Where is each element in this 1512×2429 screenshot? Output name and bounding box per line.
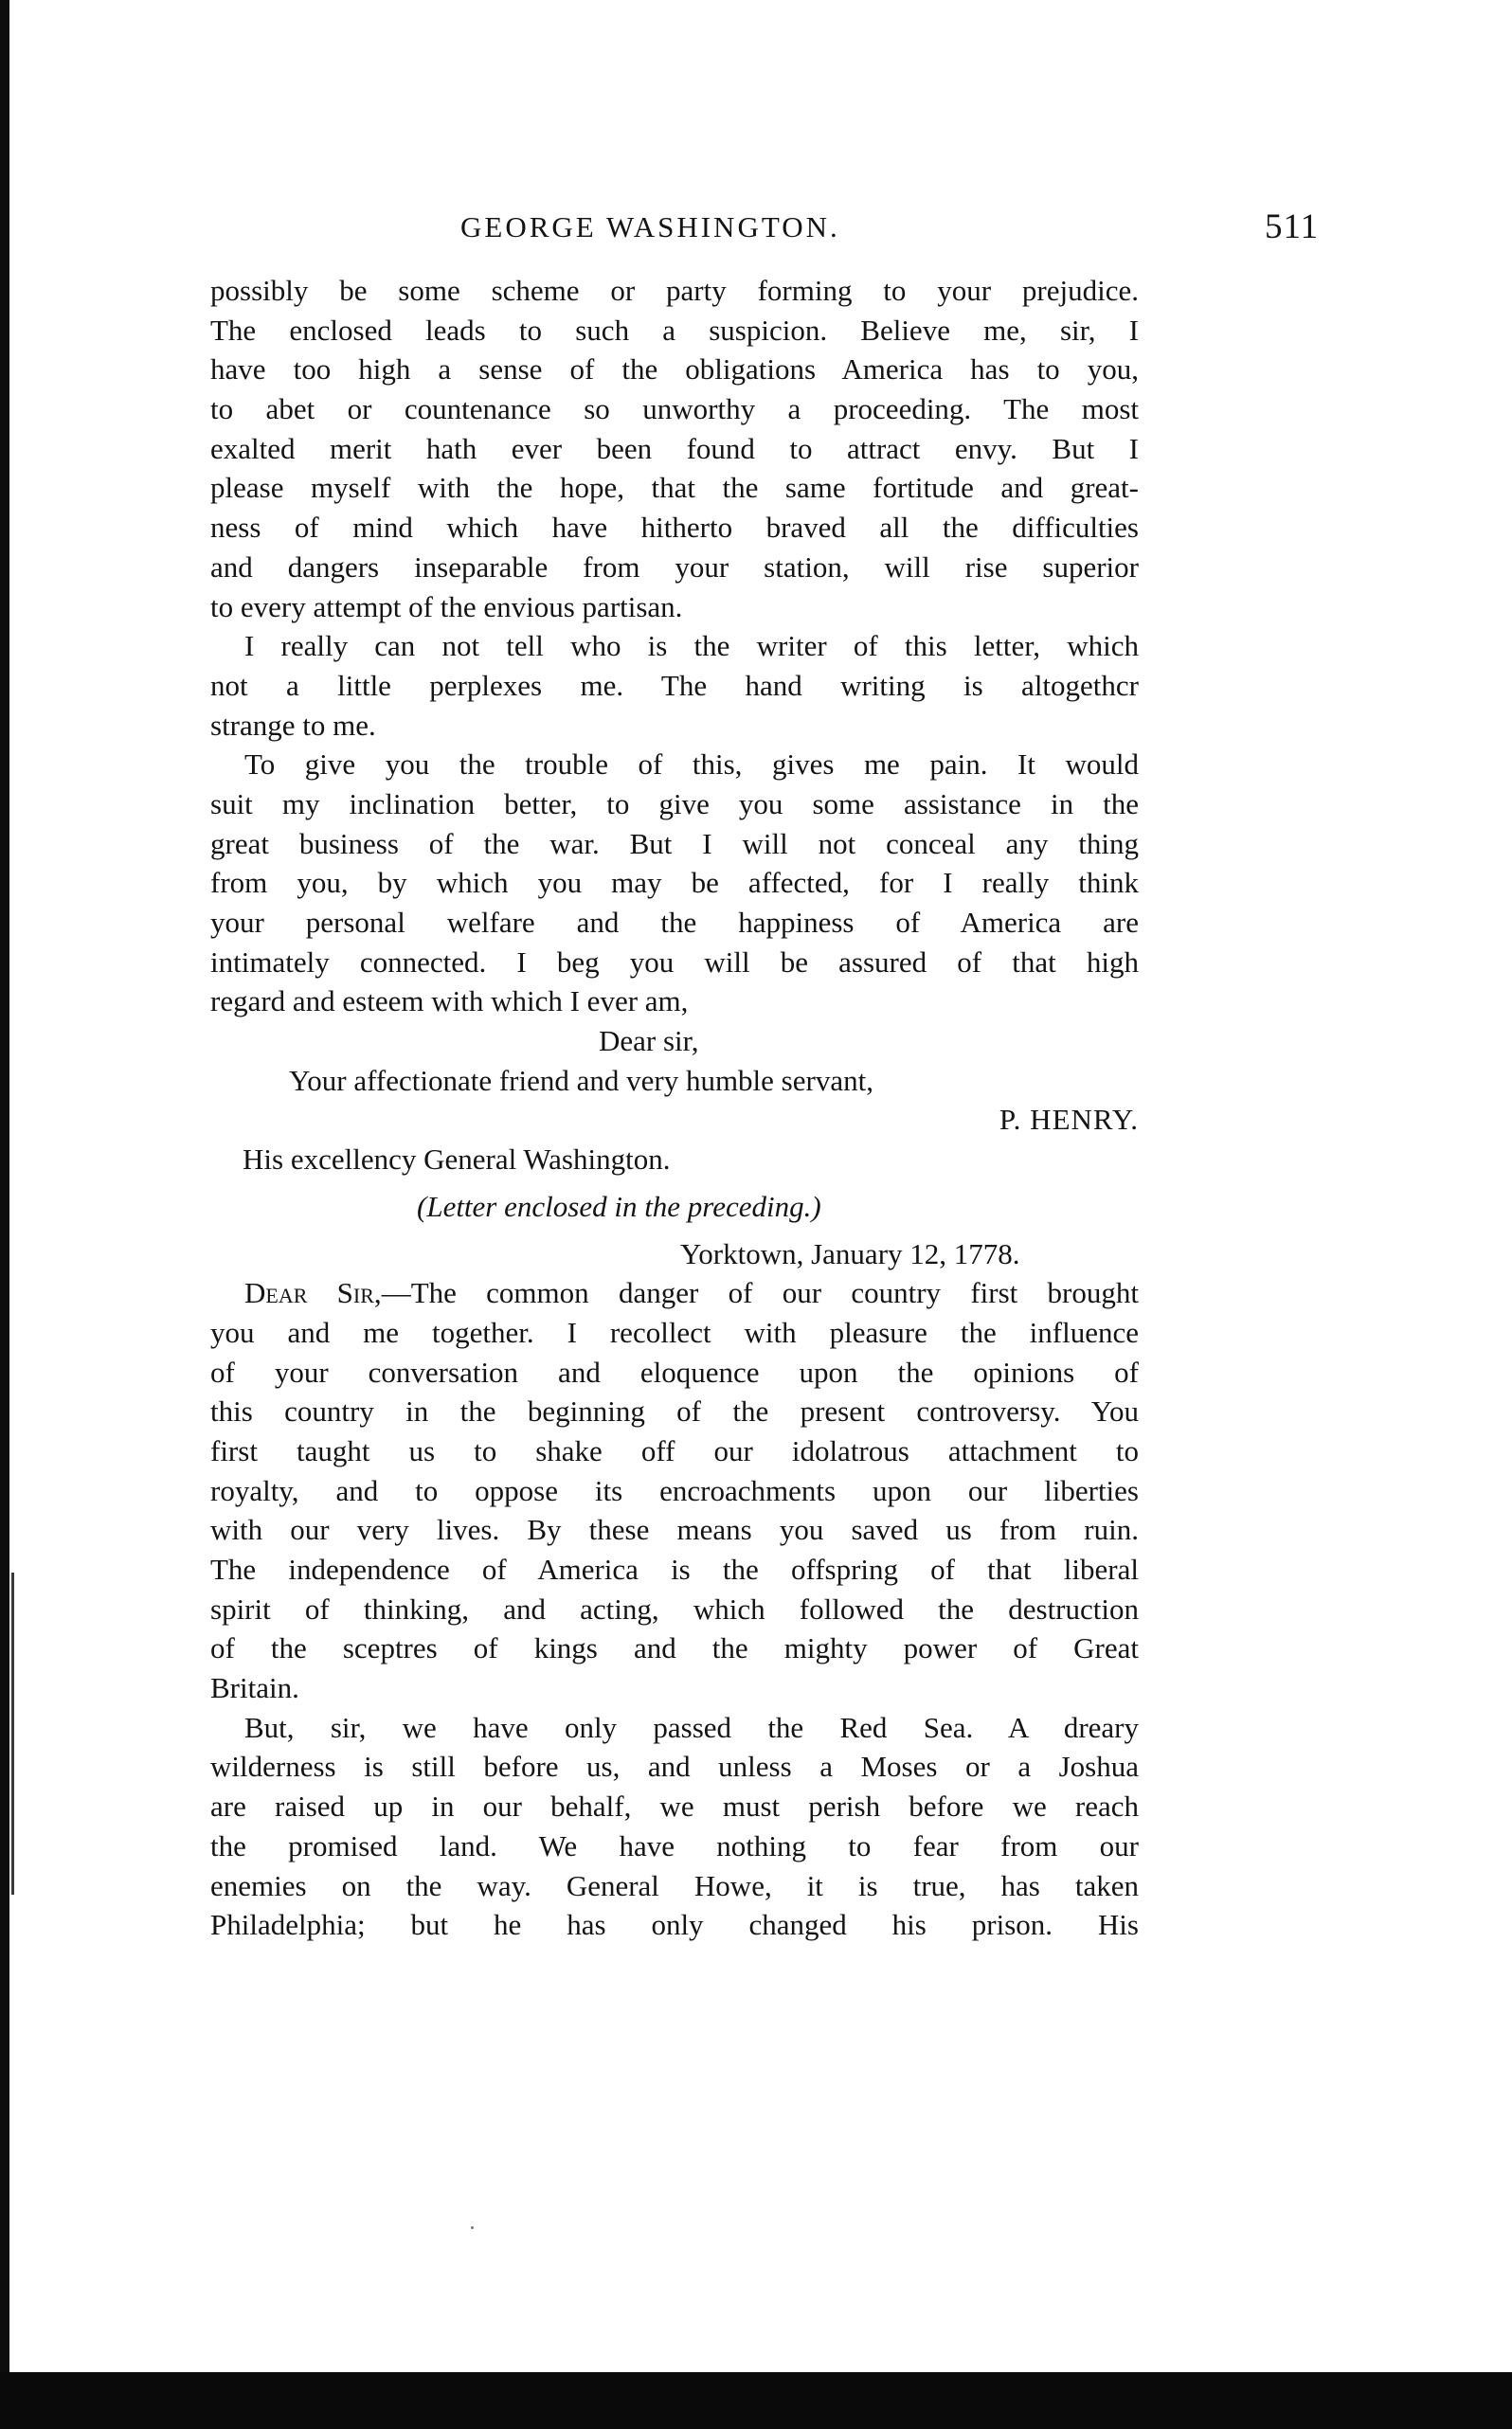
scan-bottom-border bbox=[0, 2372, 1512, 2429]
text-span: —The common danger of our country first brought bbox=[381, 1276, 1139, 1310]
text-line: The independence of America is the offspring of that liberal bbox=[210, 1553, 1139, 1586]
text-line bbox=[210, 1273, 1139, 1313]
text-line: The enclosed leads to such a suspicion. Believe me, sir, I bbox=[210, 313, 1139, 347]
text-line: suit my inclination better, to give you some assistance in the bbox=[210, 786, 1139, 820]
text-line: regard and esteem with which I ever am, bbox=[210, 984, 689, 1018]
page-binding-shadow bbox=[11, 1573, 14, 1895]
enclosure-caption: (Letter enclosed in the preceding.) bbox=[417, 1189, 821, 1223]
letter-dateline: Yorktown, January 12, 1778. bbox=[680, 1236, 1020, 1270]
text-line: to every attempt of the envious partisan. bbox=[210, 589, 683, 623]
page-number: 511 bbox=[1265, 207, 1320, 246]
text-line: intimately connected. I beg you will be assured of that high bbox=[210, 945, 1139, 979]
text-line: this country in the beginning of the present controversy. You bbox=[210, 1394, 1139, 1429]
text-line: enemies on the way. General Howe, it is true, has taken bbox=[210, 1868, 1139, 1902]
text-line: the promised land. We have nothing to fear from our bbox=[210, 1828, 1139, 1862]
text-line: exalted merit hath ever been found to attract envy. But I bbox=[210, 431, 1139, 465]
text-line: to abet or countenance so unworthy a proceeding. The most bbox=[210, 392, 1139, 426]
letter-greeting: Dear Sir, bbox=[244, 1276, 382, 1310]
text-line: of the sceptres of kings and the mighty power of Great bbox=[210, 1631, 1139, 1665]
text-line: Britain. bbox=[210, 1671, 299, 1705]
letter-signature: P. HENRY. bbox=[999, 1103, 1139, 1137]
text-line: have too high a sense of the obligations America has to you, bbox=[210, 352, 1139, 387]
text-line: you and me together. I recollect with pleasure the influence bbox=[210, 1315, 1139, 1349]
text-line: ness of mind which have hitherto braved all the difficulties bbox=[210, 511, 1139, 545]
running-head: GEORGE WASHINGTON. bbox=[460, 210, 840, 243]
text-line: spirit of thinking, and acting, which followed the destruction bbox=[210, 1592, 1139, 1626]
text-line: great business of the war. But I will not conceal any thing bbox=[210, 826, 1139, 860]
text-line: royalty, and to oppose its encroachments upon our liberties bbox=[210, 1473, 1139, 1507]
text-line: I really can not tell who is the writer of this letter, which bbox=[244, 629, 1139, 663]
text-line: But, sir, we have only passed the Red Sea. A dreary bbox=[244, 1710, 1139, 1744]
text-line: from you, by which you may be affected, for I really think bbox=[210, 866, 1139, 900]
text-line: are raised up in our behalf, we must perish before we reach bbox=[210, 1790, 1139, 1824]
letter-address: His excellency General Washington. bbox=[243, 1143, 671, 1177]
page-binding-edge bbox=[0, 0, 9, 2397]
text-line: and dangers inseparable from your station, will rise superior bbox=[210, 549, 1139, 584]
text-line: wilderness is still before us, and unless a Moses or a Joshua bbox=[210, 1750, 1139, 1784]
text-line: not a little perplexes me. The hand writing is altogethcr bbox=[210, 668, 1139, 702]
text-line: Philadelphia; but he has only changed his prison. His bbox=[210, 1908, 1139, 1942]
text-line: To give you the trouble of this, gives me pain. It would bbox=[244, 747, 1139, 782]
text-line: with our very lives. By these means you saved us from ruin. bbox=[210, 1513, 1139, 1547]
text-line: possibly be some scheme or party forming to your prejudice. bbox=[210, 274, 1139, 307]
letter-salutation: Dear sir, bbox=[599, 1024, 699, 1058]
page-header bbox=[208, 207, 1326, 254]
paper-speck bbox=[471, 2226, 474, 2229]
letter-closing: Your affectionate friend and very humble servant, bbox=[289, 1063, 873, 1097]
text-line: please myself with the hope, that the same fortitude and great- bbox=[210, 471, 1139, 505]
text-line: strange to me. bbox=[210, 708, 376, 742]
text-line: of your conversation and eloquence upon the opinions of bbox=[210, 1355, 1139, 1389]
text-line: first taught us to shake off our idolatrous attachment to bbox=[210, 1433, 1139, 1467]
page-body bbox=[210, 271, 1139, 1945]
text-line: your personal welfare and the happiness of America are bbox=[210, 906, 1139, 939]
